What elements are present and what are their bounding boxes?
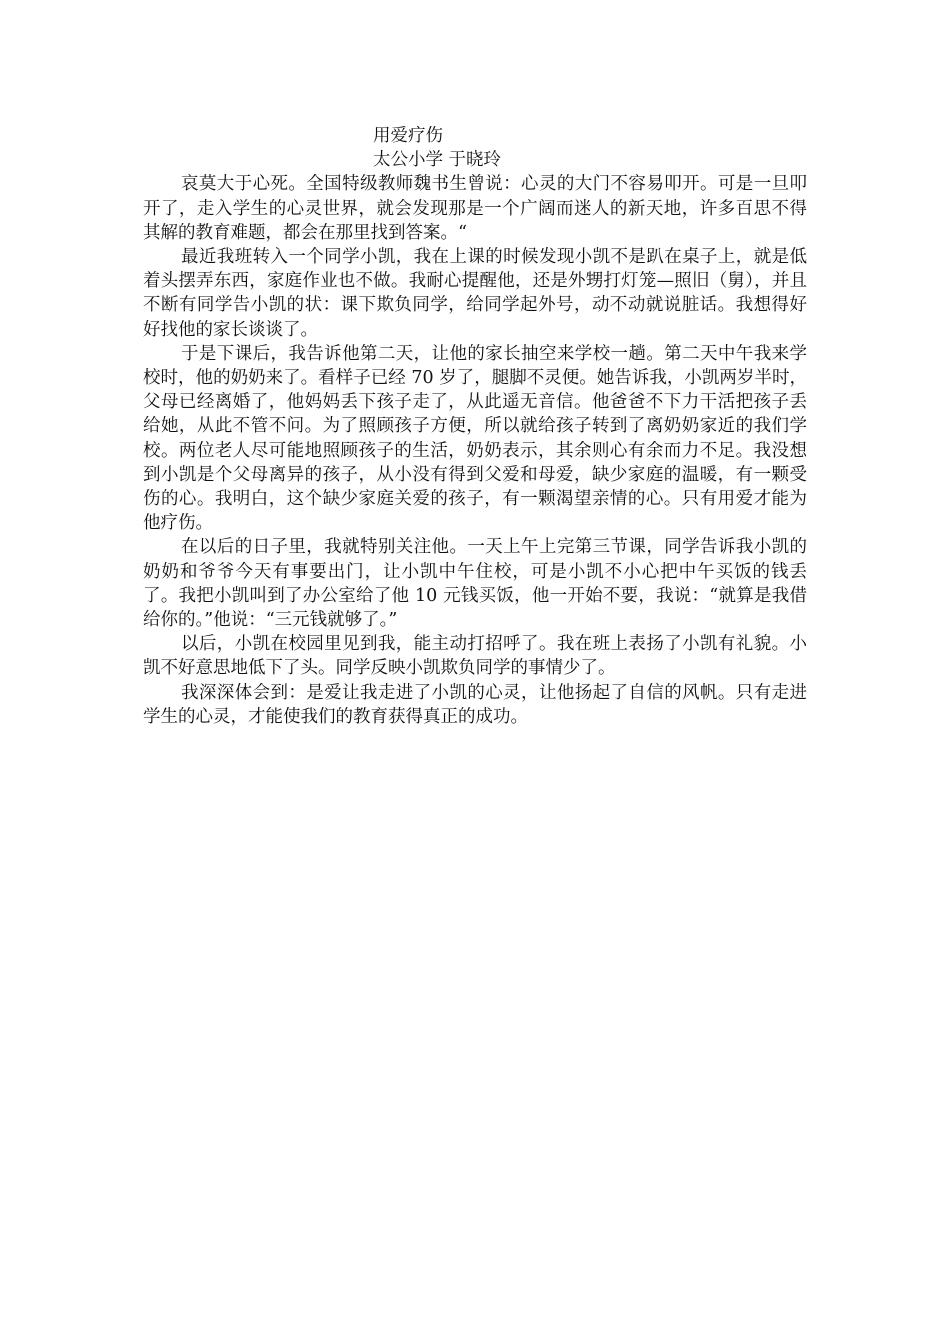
paragraph-grandmother-visit: 于是下课后，我告诉他第二天，让他的家长抽空来学校一趟。第二天中午我来学校时，他的奶奶来了。看样子已经 70 岁了，腿脚不灵便。她告诉我，小凯两岁半时，父母已经离婚了，他妈妈丢下孩子走了，从此遥无音信。他爸爸不下力干活把孩子丢给她，从此不管不问。为了照顾孩子方便，所以就给孩子转到了离奶奶家近的我们学校。两位老人尽可能地照顾孩子的生活，奶奶表示，其余则心有余而力不足。我没想到小凯是个父母离异的孩子，从小没有得到父爱和母爱，缺少家庭的温暖，有一颗受伤的心。我明白，这个缺少家庭关爱的孩子，有一颗渴望亲情的心。只有用爱才能为他疗伤。	[143, 343, 807, 534]
paragraph-conclusion: 我深深体会到：是爱让我走进了小凯的心灵，让他扬起了自信的风帆。只有走进学生的心灵，才能使我们的教育获得真正的成功。	[143, 682, 807, 727]
paragraph-new-student: 最近我班转入一个同学小凯，我在上课的时候发现小凯不是趴在桌子上，就是低着头摆弄东西，家庭作业也不做。我耐心提醒他，还是外甥打灯笼—照旧（舅），并且不断有同学告小凯的状：课下欺负同学，给同学起外号，动不动就说脏话。我想得好好找他的家长谈谈了。	[143, 247, 807, 340]
document-body	[143, 124, 807, 729]
document-author: 太公小学 于晓玲	[373, 150, 502, 171]
document-title: 用爱疗伤	[373, 126, 443, 146]
paragraph-lunch-money: 在以后的日子里，我就特别关注他。一天上午上完第三节课，同学告诉我小凯的奶奶和爷爷今天有事要出门，让小凯中午住校，可是小凯不小心把中午买饭的钱丢了。我把小凯叫到了办公室给了他 10 元钱买饭，他一开始不要，我说：“就算是我借给你的。”他说：“三元钱就够了。”	[143, 537, 807, 631]
paragraph-change: 以后，小凯在校园里见到我，能主动打招呼了。我在班上表扬了小凯有礼貌。小凯不好意思地低下了头。同学反映小凯欺负同学的事情少了。	[143, 634, 807, 679]
paragraph-intro: 哀莫大于心死。全国特级教师魏书生曾说：心灵的大门不容易叩开。可是一旦叩开了，走入学生的心灵世界，就会发现那是一个广阔而迷人的新天地，许多百思不得其解的教育难题，都会在那里找到答案。“	[143, 174, 807, 243]
